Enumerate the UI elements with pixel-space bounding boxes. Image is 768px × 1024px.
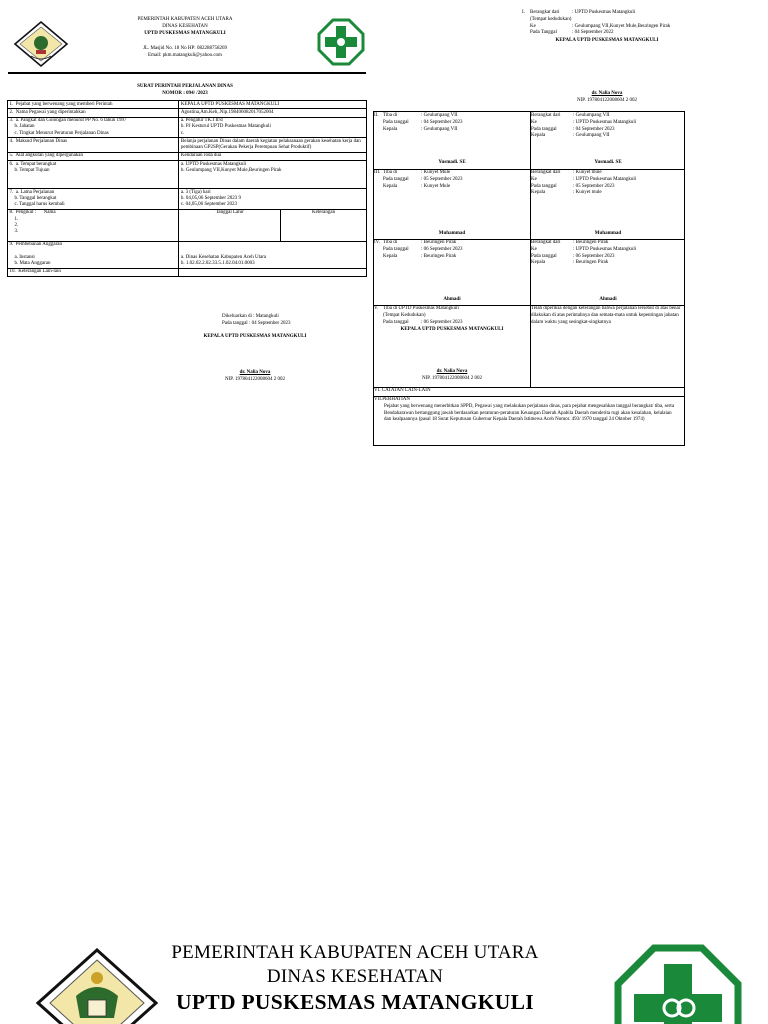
aceh-utara-emblem-icon — [13, 20, 69, 68]
row-iv-sign-right: Ahmadi — [599, 297, 617, 302]
right-top-name: dr. Nalia Nova — [591, 91, 623, 96]
row-iii-departure: Berangkat dari : Kunyet mule Ke : UPTD Puskesmas Matangkuli Pada tanggal : 05 September 2023 Kepala : Kunyet mule — [531, 170, 637, 196]
table-row: 2. Nama Pegawai yang diperintahkan Agustina,Am.Keb,.Nip.198406082017052004 — [8, 109, 367, 117]
zoom-header-line3: UPTD PUSKESMAS MATANGKULI — [176, 990, 534, 1014]
row-ii-sign-left: Yusmadi. SE — [438, 160, 466, 165]
row-ii-departure: Berangkat dari : Geulumpang VII Ke : UPTD Puskesmas Matangkuli Pada tanggal : 04 September 2023 Kepala : Geulumpang VII — [531, 113, 637, 139]
right-top-role: KEPALA UPTD PUSKESMAS MATANGKULI — [555, 38, 659, 43]
puskesmas-logo-large-icon — [614, 944, 742, 1024]
row-iii-arrival: III. Tiba di : Kunyet Mule Pada tanggal : 05 September 2023 Kepala : Kunyet Mule — [374, 170, 463, 189]
row-iii-sign-left: Muhammad — [438, 231, 466, 236]
zoom-header-line1: PEMERINTAH KABUPATEN ACEH UTARA — [171, 942, 539, 963]
right-top-nip: NIP. 197804122008604 2 002 — [576, 97, 637, 103]
sppd-form-table — [7, 100, 367, 277]
table-row: 10. Keterangan Lain-lain — [8, 268, 367, 276]
header-line1: PEMERINTAH KABUPATEN ACEH UTARA — [137, 17, 233, 22]
row-iv-departure: Berangkat dari : Beuringen Pirak Ke : UPTD Puskesmas Matangkuli Pada tanggal : 06 September 2023 Kepala : Beuringen Pirak — [531, 240, 637, 266]
travel-log-grid — [373, 111, 685, 446]
destination: : Geulumpang VII,Kunyet Mule,Beuringen Pirak — [572, 23, 671, 29]
table-row: 1. Pejabat yang berwenang yang memberi Perintah KEPALA UPTD PUSKESMAS MATANGKULI — [8, 101, 367, 109]
header-line2: DINAS KESEHATAN — [162, 23, 208, 29]
row-v-name: dr. Nalia Nova — [436, 369, 468, 374]
table-row: 3. a. Pangkat dan Golongan menurut PP No. 6 tahun 1997 b. Jabatan c. Tingkat Menurut Peraturan Perjalanan Dinas a. Pengatur TK.I II/d b. PJ Kesturul UPTD Puskesmas Matangkuli c. — [8, 117, 367, 138]
table-row: 7. a. Lama Perjalanan b. Tanggal berangkat c. Tanggal harus kembali a. 3 (Tiga) hari b. 04,05,06 September 2023 9 c. 04,05,06 September 2023 — [8, 189, 367, 210]
table-row: 8. Pengikut : Nama 1. 2. 3. Tanggal Lahir Keterangan — [8, 209, 367, 241]
row-iv-sign-left: Ahmadi — [443, 297, 461, 302]
issued-date: Pada tanggal : 04 September 2023 — [222, 320, 291, 326]
header-email: Email: pkm.matangkuli@yahoo.com — [148, 53, 222, 58]
row-ii-arrival: II. Tiba di : Geulumpang VII Pada tanggal : 04 September 2023 Kepala : Geulumpang VII — [374, 113, 463, 132]
table-row: 9. Pembebanan Anggaran a. Instansi b. Mata Anggaran a. Dinas Kesehatan Kabupaten Aceh Utara b. 1.02.02.2.02.33.5.1.02.04.01.0003 — [8, 241, 367, 268]
depart-from: : UPTD Puskesmas Matangkuli — [572, 10, 636, 15]
row-iv-arrival: IV. Tiba di : Beuringen Pirak Pada tanggal : 06 September 2023 Kepala : Beuringen Pirak — [374, 240, 463, 259]
doc-title: SURAT PERINTAH PERJALANAN DINAS — [137, 84, 233, 89]
doc-nomor: NOMOR : 094/ /2023 — [162, 90, 208, 96]
row-v-return: V. Tiba di UPTD Puskesmas Matangkuli (Tempat Kedudukan) Pada tanggal : 06 September 2023 KEPALA UPTD PUSKESMAS MATANGKULI — [374, 306, 530, 334]
depart-date: : 04 September 2022 — [572, 30, 614, 36]
row-vii-attention: VII.PERHATIAN Pejabat yang berwenang menerbitkan SPPD, Pegawai yang melakukan perjalanan dinas, para pejabat mengesahkan tanggal berangkat/ tiba, serta Bendaharawan bertanggung jawab berdasarkan peraturan-peraturan Keuangan Daerah Apabila Daerah menderita rugi akan kesalahan, kelalaian dan kealpaannya (pasal 18 Surat Keputusan Gubernur Kepala Daerah Istimewa Aceh Nomor. 493/ 1970 tanggal 24 Oktober 1974) — [374, 397, 675, 423]
aceh-utara-emblem-large-icon — [36, 948, 158, 1024]
row-iii-sign-right: Muhammad — [594, 231, 622, 236]
table-row: 5. Alat angkutan yang dipergunakan Kendaraan roda dua — [8, 152, 367, 160]
row-vi-notes: VI. CATATAN LAIN-LAIN — [374, 388, 431, 393]
table-row: 4. Maksud Perjalanan Dinas Belanja perjalanan Dinas dalam daerah kegiatan pelaksanaan gerakan kesehatan kerja dan pembinaan GP2SP(Gerakan Pekerja Perempuan Sehat Produktif) — [8, 138, 367, 153]
header-divider — [8, 72, 366, 74]
header-address: JL. Masjid No. 18 No HP: 082288758269 — [143, 46, 227, 52]
puskesmas-logo-icon — [317, 18, 365, 66]
issued-place: Dikeluarkan di : Matangkuli — [222, 314, 279, 319]
row-v-verification: Telah diperiksa dengan keterangan bahwa perjalanan tersebut di atas benar dilakukan di atas perintahnya dan semata-mata untuk kepentingan jabatan dalam waktu yang sesingkat-singkatnya — [531, 306, 681, 325]
left-sign-nip: NIP. 197804122008604 2 002 — [224, 376, 285, 382]
left-sign-name: dr. Nalia Nova — [239, 370, 271, 375]
row-v-role: KEPALA UPTD PUSKESMAS MATANGKULI — [400, 327, 504, 333]
row-ii-sign-right: Yusmadi. SE — [594, 160, 622, 165]
left-sign-role: KEPALA UPTD PUSKESMAS MATANGKULI — [203, 334, 307, 339]
header-line3: UPTD PUSKESMAS MATANGKULI — [144, 30, 226, 36]
table-row: 6. a. Tempat berangkat b. Tempat Tujuan a. UPTD Puskesmas Matangkuli b. Geulumpang VII,Kunyet Mule,Beuringen Pirak — [8, 161, 367, 189]
zoom-header-line2: DINAS KESEHATAN — [266, 966, 444, 987]
row-v-nip: NIP. 197804122008604 2 002 — [421, 375, 482, 381]
